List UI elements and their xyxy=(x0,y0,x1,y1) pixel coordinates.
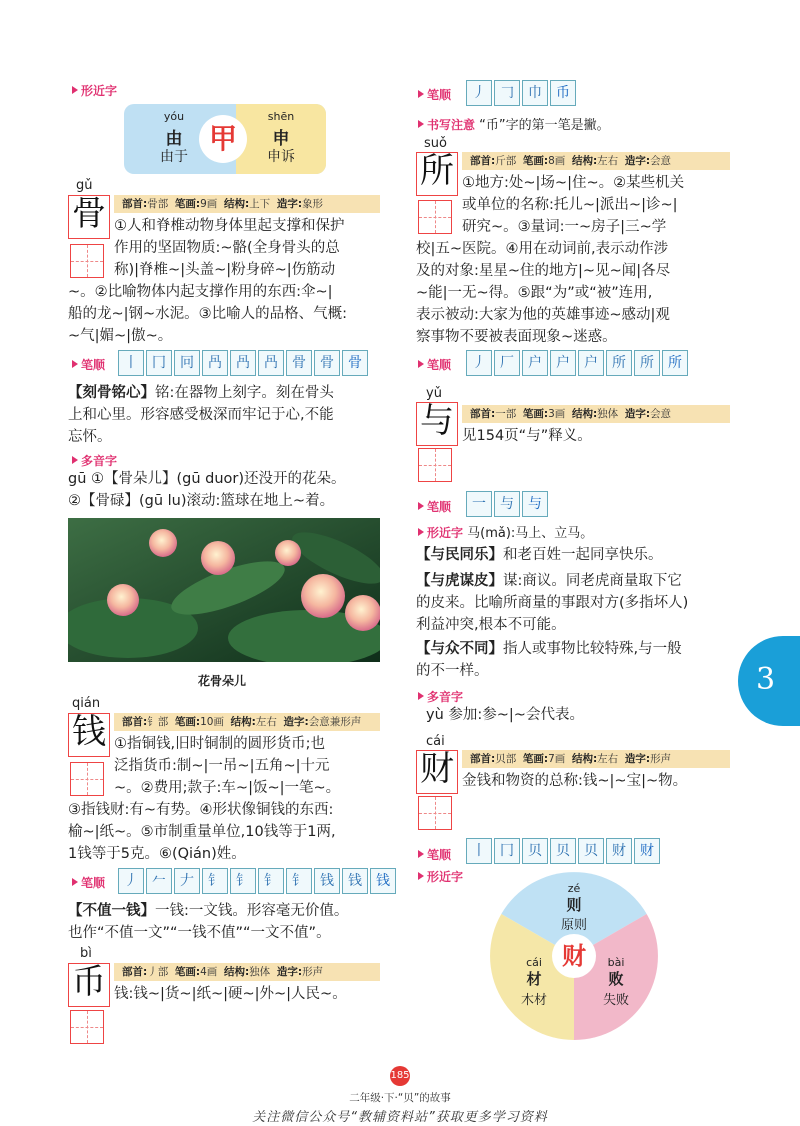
gu-def-5: 船的龙~|钢~水泥。③比喻人的品格、气概: xyxy=(68,306,348,322)
qian-def-2: 泛指货币:制~|一吊~|五角~|十元 xyxy=(114,758,330,774)
cai-similar-pie xyxy=(490,872,658,1040)
pie-top-word: 原则 xyxy=(560,918,587,933)
yu-pinyin: yǔ xyxy=(426,386,442,401)
gu-poly-2: ②【骨碌】(gū lu)滚动:篮球在地上~着。 xyxy=(68,493,335,509)
pie-top-char: 则 xyxy=(566,896,582,914)
cai-pinyin: cái xyxy=(426,734,445,749)
qian-stroke-order: 丿 𠂉 𠂇 钅 钅 钅 钅 钱 钱 钱 xyxy=(118,868,396,894)
qian-def-6: 1钱等于5克。⑥(Qián)姓。 xyxy=(68,846,246,862)
footer-watermark: 关注微信公众号“教辅资料站”获取更多学习资料 xyxy=(252,1110,548,1125)
bi-practice-box xyxy=(70,1010,104,1044)
you-right-pinyin: shēn xyxy=(267,110,295,123)
suo-def-7: 表示被动:大家为他的英雄事迹~感动|观 xyxy=(416,307,670,323)
gu-poly-1: gū ①【骨朵儿】(gū duor)还没开的花朵。 xyxy=(68,471,346,487)
yu-idiom-1: 【与民同乐】和老百姓一起同享快乐。 xyxy=(416,547,663,563)
suo-def-4: 校|五~医院。④用在动词前,表示动作涉 xyxy=(416,241,669,257)
gu-def-2: 作用的坚固物质:~骼(全身骨头的总 xyxy=(114,240,340,256)
cai-similar-label: 形近字 xyxy=(418,868,463,885)
pie-center-char: 财 xyxy=(562,941,586,970)
gu-idiom-line-2: 上和心里。形容感受极深而牢记于心,不能 xyxy=(68,407,334,423)
gu-def-1: ①人和脊椎动物身体里起支撑和保护 xyxy=(114,218,345,234)
pie-right-pinyin: bài xyxy=(607,956,625,969)
qian-char: 钱 xyxy=(68,713,110,757)
gu-practice-box xyxy=(70,244,104,278)
qian-def-3: ~。②费用;款子:车~|饭~|一笔~。 xyxy=(114,780,341,796)
page-number: 185 xyxy=(390,1066,410,1086)
yu-poly: yù 参加:参~|~会代表。 xyxy=(426,707,584,723)
pie-left-pinyin: cái xyxy=(526,956,542,969)
suo-def-3: 研究~。③量词:一~房子|三~学 xyxy=(462,219,667,235)
yu-idiom-2-line-2: 的皮来。比喻所商量的事跟对方(多指坏人) xyxy=(416,595,689,611)
gu-def-3: 称)|脊椎~|头盖~|粉身碎~|伤筋动 xyxy=(114,262,336,278)
flower-bud-photo xyxy=(68,518,380,662)
gu-idiom-line-1: 【刻骨铭心】铭:在器物上刻字。刻在骨头 xyxy=(68,385,334,401)
bi-def: 钱:钱~|货~|纸~|硬~|外~|人民~。 xyxy=(114,986,347,1002)
qian-idiom-line-1: 【不值一钱】一钱:一文钱。形容毫无价值。 xyxy=(68,903,349,919)
footer-title: 二年级·下·“贝”的故事 xyxy=(349,1092,451,1104)
cai-stroke-order: 丨 冂 贝 贝 贝 财 财 xyxy=(466,838,660,864)
suo-pinyin: suǒ xyxy=(424,136,447,151)
suo-char: 所 xyxy=(416,152,458,196)
pie-right-char: 败 xyxy=(608,970,624,988)
suo-stroke-order: 丿 厂 户 户 户 所 所 所 xyxy=(466,350,688,376)
yu-practice-box xyxy=(418,448,452,482)
yu-stroke-order: 一 与 与 xyxy=(466,491,548,517)
suo-def-5: 及的对象:星星~住的地方|~见~闻|各尽 xyxy=(416,263,671,279)
qian-def-5: 榆~|纸~。⑤市制重量单位,10钱等于1两, xyxy=(68,824,336,840)
pie-left-word: 木材 xyxy=(520,993,547,1008)
chapter-number: 3 xyxy=(756,662,776,697)
suo-def-2: 或单位的名称:托儿~|派出~|诊~| xyxy=(462,197,678,213)
gu-stroke-order: 丨 冂 冋 冎 冎 冎 骨 骨 骨 xyxy=(118,350,368,376)
bi-writing-note: 书写注意 “币”字的第一笔是撇。 xyxy=(418,114,610,133)
yu-info-bar: 部首:一部 笔画:3画 结构:独体 造字:会意 xyxy=(462,405,730,423)
gu-def-4: ~。②比喻物体内起支撑作用的东西:伞~| xyxy=(68,284,333,300)
gu-pinyin: gǔ xyxy=(76,178,93,193)
cai-char: 财 xyxy=(416,750,458,794)
qian-def-4: ③指钱财:有~有势。④形状像铜钱的东西: xyxy=(68,802,334,818)
yu-def: 见154页“与”释义。 xyxy=(462,428,592,444)
pie-top-pinyin: zé xyxy=(567,882,581,895)
similar-label: 形近字 xyxy=(72,82,117,99)
photo-caption: 花骨朵儿 xyxy=(198,674,247,688)
suo-info-bar: 部首:斤部 笔画:8画 结构:左右 造字:会意 xyxy=(462,152,730,170)
you-right-word: 申诉 xyxy=(267,149,295,165)
bi-pinyin: bì xyxy=(80,946,92,961)
cai-def: 金钱和物资的总称:钱~|~宝|~物。 xyxy=(462,773,688,789)
yu-idiom-3-line-1: 【与众不同】指人或事物比较特殊,与一般 xyxy=(416,641,682,657)
bi-char: 币 xyxy=(68,963,110,1007)
qian-idiom-line-2: 也作“不值一文”“一钱不值”“一文不值”。 xyxy=(68,925,331,941)
suo-def-6: ~能|一无~得。⑤跟“为”或“被”连用, xyxy=(416,285,653,301)
yu-poly-label: 多音字 xyxy=(418,688,463,705)
yu-idiom-2-line-3: 利益冲突,根本不可能。 xyxy=(416,617,566,633)
you-left-word: 由于 xyxy=(160,149,188,165)
gu-def-6: ~气|媚~|傲~。 xyxy=(68,328,173,344)
qian-info-bar: 部首:钅部 笔画:10画 结构:左右 造字:会意兼形声 xyxy=(114,713,380,731)
cai-strokes-label: 笔顺 xyxy=(418,846,451,863)
you-left-pinyin: yóu xyxy=(163,110,185,123)
pie-right-word: 失败 xyxy=(602,993,629,1008)
gu-info-bar: 部首:骨部 笔画:9画 结构:上下 造字:象形 xyxy=(114,195,380,213)
qian-strokes-label: 笔顺 xyxy=(72,874,105,891)
suo-def-1: ①地方:处~|场~|住~。②某些机关 xyxy=(462,175,685,191)
yu-similar: 形近字 马(mǎ):马上、立马。 xyxy=(418,522,593,541)
qian-pinyin: qián xyxy=(72,696,101,711)
qian-practice-box xyxy=(70,762,104,796)
suo-strokes-label: 笔顺 xyxy=(418,356,451,373)
yu-strokes-label: 笔顺 xyxy=(418,498,451,515)
yu-idiom-2-line-1: 【与虎谋皮】谋:商议。同老虎商量取下它 xyxy=(416,573,682,589)
you-group-card xyxy=(124,104,326,174)
suo-def-8: 察事物不要被表面现象~迷惑。 xyxy=(416,329,617,345)
qian-def-1: ①指铜钱,旧时铜制的圆形货币;也 xyxy=(114,736,325,752)
gu-strokes-label: 笔顺 xyxy=(72,356,105,373)
bi-stroke-order: 丿 𠃌 巾 币 xyxy=(466,80,576,106)
bi-strokes-label: 笔顺 xyxy=(418,86,451,103)
cai-practice-box xyxy=(418,796,452,830)
you-center-char: 甲 xyxy=(199,115,247,163)
yu-char: 与 xyxy=(416,402,458,446)
you-right-char: 申 xyxy=(272,129,290,149)
pie-left-char: 材 xyxy=(526,970,542,988)
gu-char: 骨 xyxy=(68,195,110,239)
cai-info-bar: 部首:贝部 笔画:7画 结构:左右 造字:形声 xyxy=(462,750,730,768)
you-left-char: 由 xyxy=(165,129,183,149)
bi-info-bar: 部首:丿部 笔画:4画 结构:独体 造字:形声 xyxy=(114,963,380,981)
gu-idiom-line-3: 忘怀。 xyxy=(68,429,112,445)
suo-practice-box xyxy=(418,200,452,234)
chapter-tab xyxy=(738,636,800,726)
gu-poly-label: 多音字 xyxy=(72,452,117,469)
yu-idiom-3-line-2: 的不一样。 xyxy=(416,663,489,679)
